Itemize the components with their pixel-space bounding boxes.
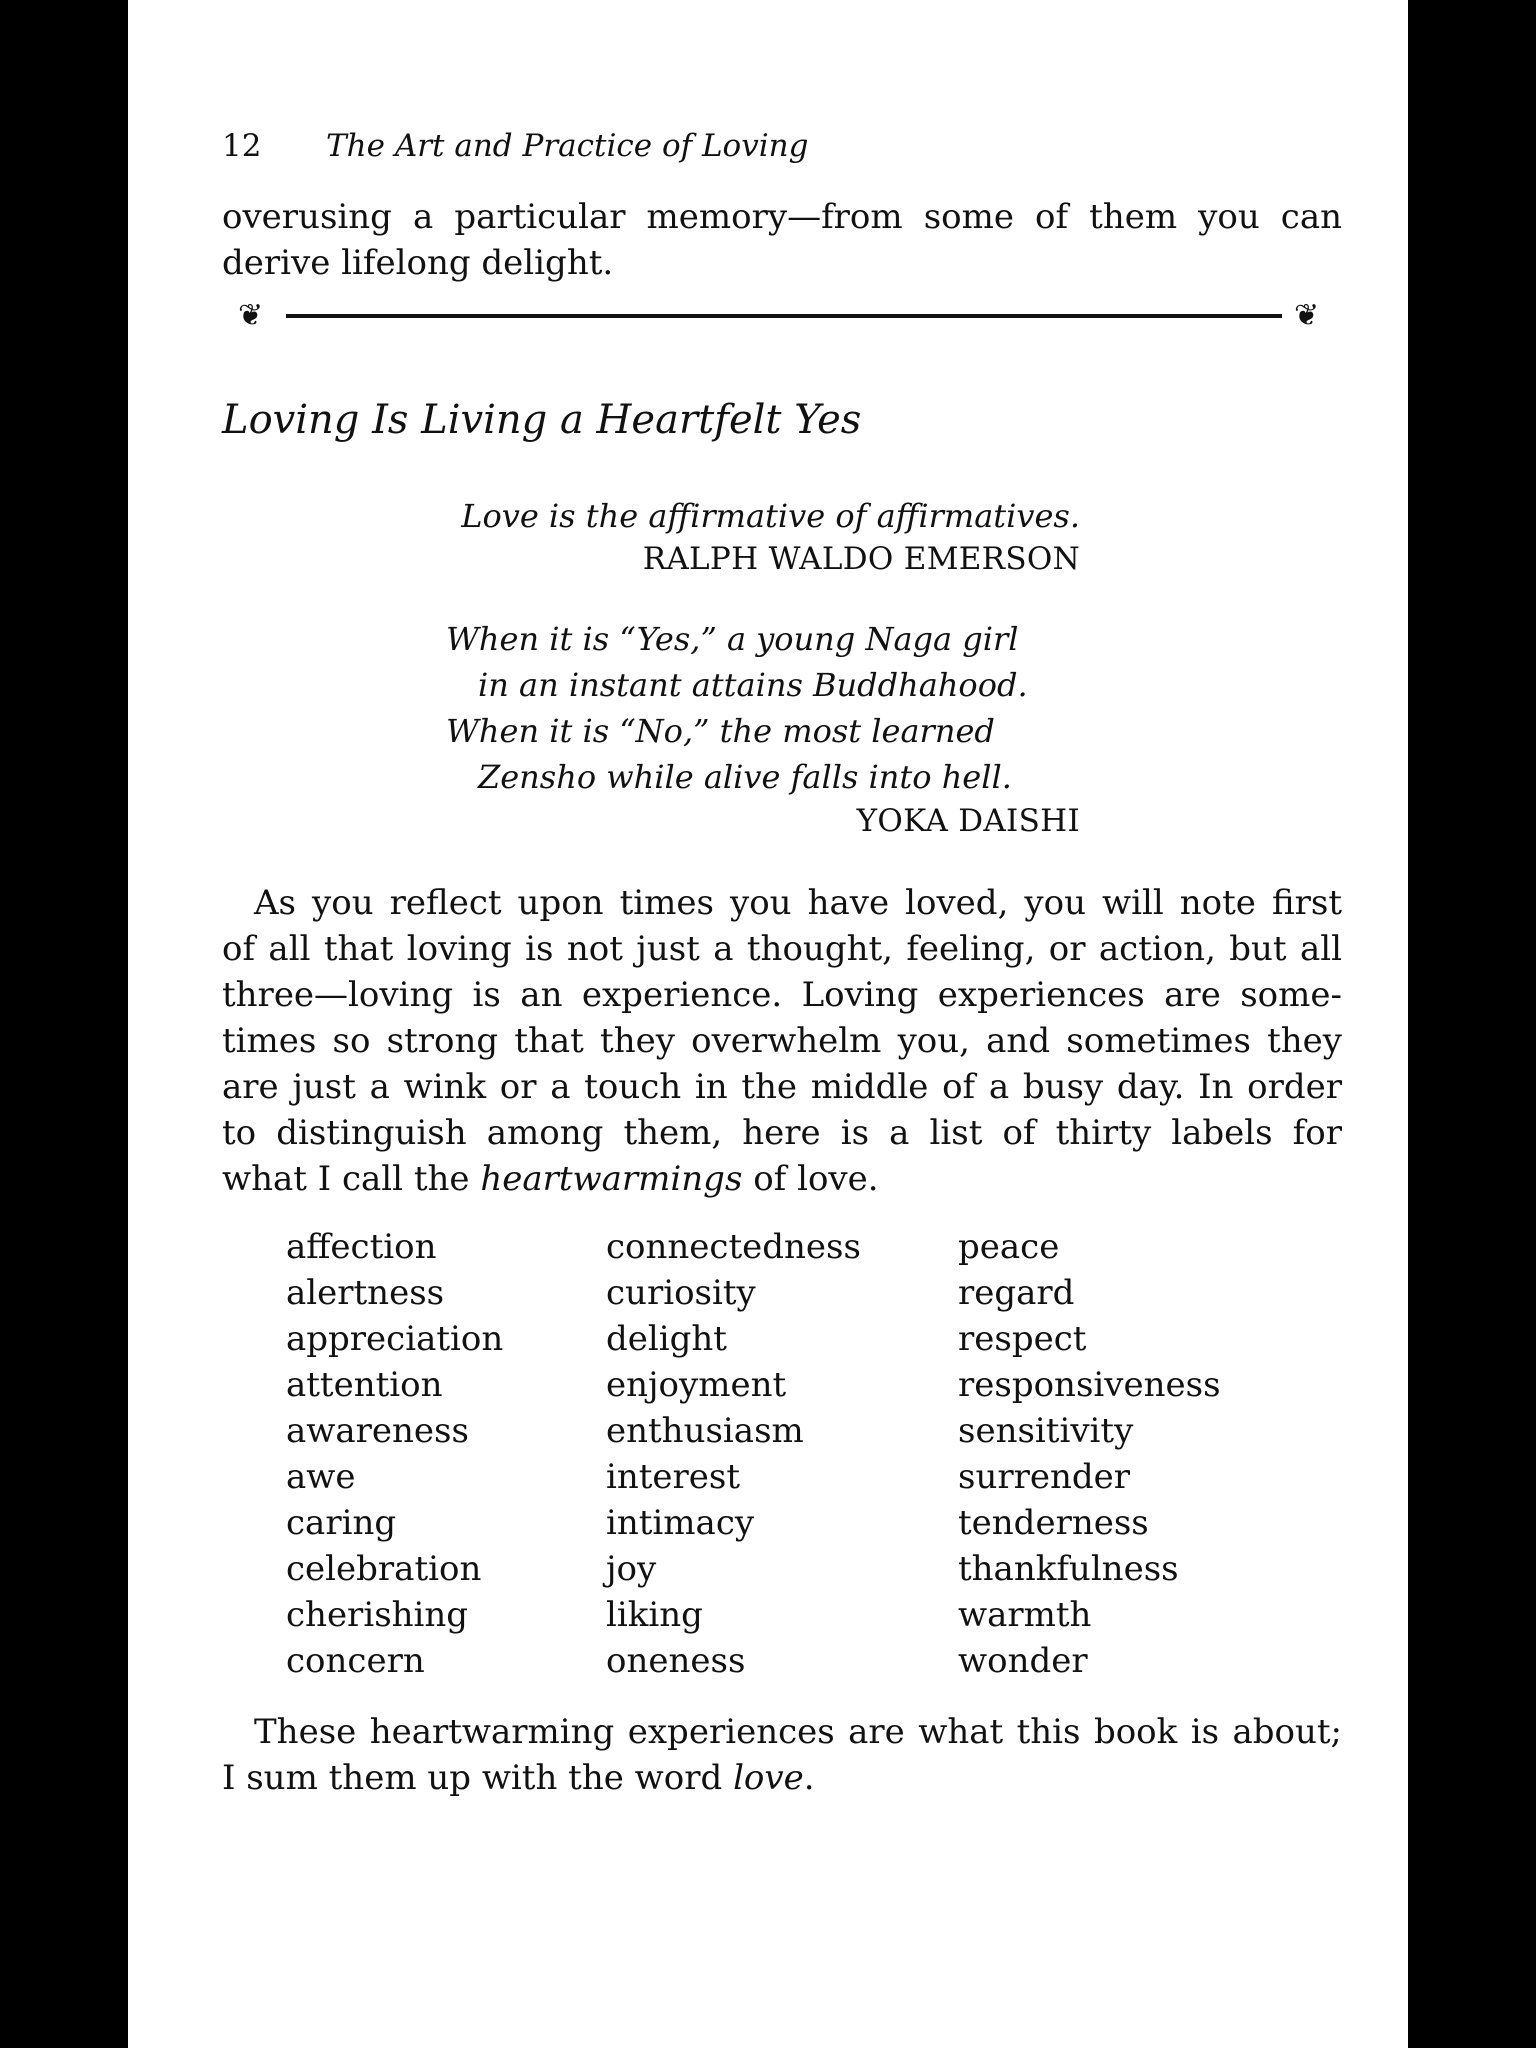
list-item: enthusiasm xyxy=(606,1411,804,1451)
list-item: surrender xyxy=(958,1457,1131,1497)
page-number: 12 xyxy=(222,128,262,164)
list-item: interest xyxy=(606,1457,741,1497)
epigraph-line: When it is “Yes,” a young Naga girl xyxy=(446,620,1019,658)
epigraph-line: Zensho while alive falls into hell. xyxy=(478,758,1012,796)
epigraph-line: in an instant attains Buddhahood. xyxy=(478,666,1028,704)
list-item: alertness xyxy=(286,1273,445,1313)
list-item: affection xyxy=(286,1227,437,1267)
list-item: warmth xyxy=(958,1595,1092,1635)
list-column-1 xyxy=(286,1224,503,1684)
list-item: wonder xyxy=(958,1641,1088,1681)
list-item: regard xyxy=(958,1273,1075,1313)
paragraph-text: what I call the xyxy=(222,1159,481,1199)
closing-line-1: These heartwarming experiences are what this book is about; xyxy=(254,1712,1342,1752)
emphasis-heartwarmings: heartwarmings xyxy=(480,1159,743,1199)
intro-line-2: derive lifelong delight. xyxy=(222,243,614,283)
list-item: peace xyxy=(958,1227,1060,1267)
list-item: awareness xyxy=(286,1411,469,1451)
epigraph-author: YOKA DAISHI xyxy=(856,803,1080,839)
list-item: curiosity xyxy=(606,1273,756,1313)
list-column-3 xyxy=(958,1224,1221,1684)
paragraph-line: are just a wink or a touch in the middle of a busy day. In order xyxy=(222,1067,1342,1107)
paragraph-line: of all that loving is not just a thought, feeling, or action, but all xyxy=(222,929,1342,969)
list-item: tenderness xyxy=(958,1503,1149,1543)
paragraph-line: to distinguish among them, here is a list of thirty labels for xyxy=(222,1113,1342,1153)
paragraph-line: As you reflect upon times you have loved, you will note first xyxy=(254,883,1342,923)
epigraph-quote: Love is the affirmative of affirmatives. xyxy=(461,497,1080,535)
paragraph-last-line xyxy=(222,1156,1342,1202)
list-item: intimacy xyxy=(606,1503,755,1543)
list-item: caring xyxy=(286,1503,397,1543)
list-item: celebration xyxy=(286,1549,482,1589)
list-item: respect xyxy=(958,1319,1087,1359)
list-item: enjoyment xyxy=(606,1365,787,1405)
intro-line-1: overusing a particular memory—from some of them you can xyxy=(222,197,1342,237)
closing-line-2 xyxy=(222,1755,1342,1801)
heart-ornament-right-icon: ❦ xyxy=(1294,298,1320,333)
running-title: The Art and Practice of Loving xyxy=(326,128,809,164)
list-item: joy xyxy=(606,1549,657,1589)
section-title: Loving Is Living a Heartfelt Yes xyxy=(222,397,862,443)
list-item: appreciation xyxy=(286,1319,504,1359)
divider-line xyxy=(286,314,1282,318)
paragraph-line: times so strong that they overwhelm you, and sometimes they xyxy=(222,1021,1342,1061)
list-item: cherishing xyxy=(286,1595,469,1635)
list-item: oneness xyxy=(606,1641,746,1681)
list-item: responsiveness xyxy=(958,1365,1221,1405)
list-item: liking xyxy=(606,1595,703,1635)
list-item: awe xyxy=(286,1457,356,1497)
heartwarmings-list xyxy=(128,1224,1408,1694)
list-item: attention xyxy=(286,1365,443,1405)
list-item: sensitivity xyxy=(958,1411,1134,1451)
epigraph-author: RALPH WALDO EMERSON xyxy=(642,541,1080,577)
list-item: delight xyxy=(606,1319,727,1359)
ornamental-divider xyxy=(238,296,1330,336)
list-column-2 xyxy=(606,1224,861,1684)
book-page xyxy=(128,0,1408,2048)
list-item: thankfulness xyxy=(958,1549,1179,1589)
epigraph-line: When it is “No,” the most learned xyxy=(446,712,995,750)
paragraph-text: of love. xyxy=(742,1159,879,1199)
paragraph-text: I sum them up with the word xyxy=(222,1758,734,1798)
list-item: connectedness xyxy=(606,1227,861,1267)
paragraph-text: . xyxy=(803,1758,815,1798)
emphasis-love: love xyxy=(733,1758,804,1798)
paragraph-line: three—loving is an experience. Loving experiences are some- xyxy=(222,975,1342,1015)
list-item: concern xyxy=(286,1641,425,1681)
heart-ornament-left-icon: ❦ xyxy=(238,298,264,333)
